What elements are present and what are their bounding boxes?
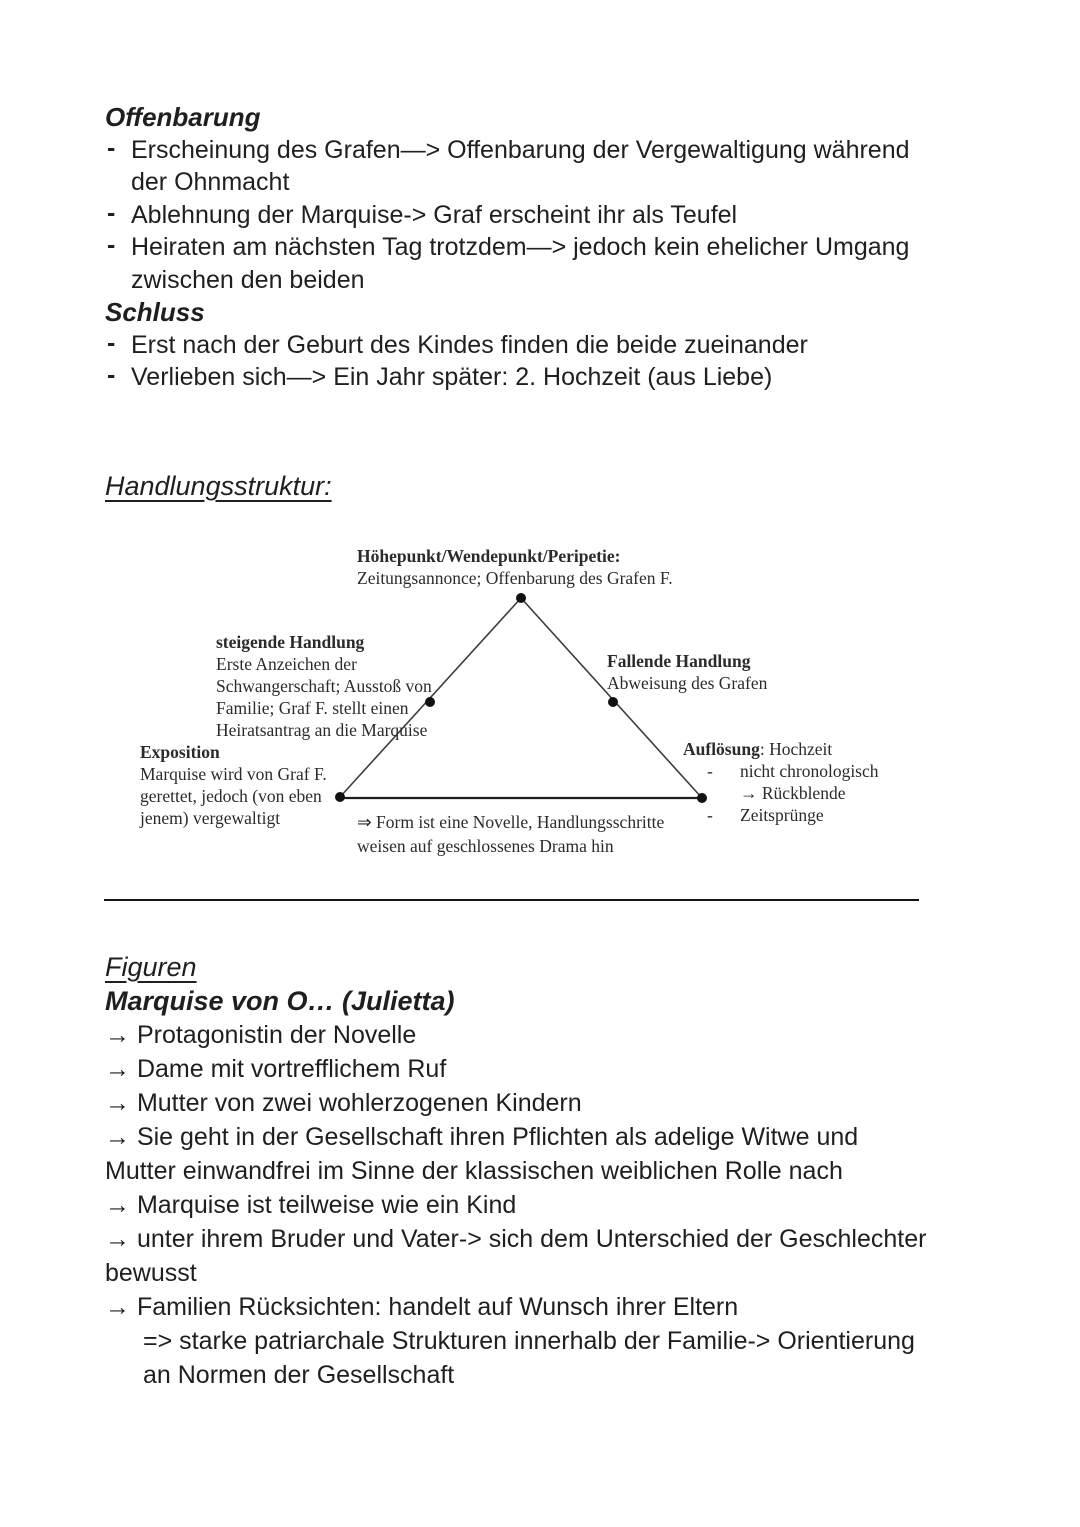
conclusion-line bbox=[357, 834, 664, 858]
text-line: → Familien Rücksichten: handelt auf Wunsch ihrer Eltern bbox=[105, 1293, 739, 1321]
plot-structure-diagram bbox=[0, 540, 1080, 875]
exposition-text-line bbox=[140, 785, 327, 807]
exposition-dot bbox=[335, 792, 345, 802]
text-line: Ablehnung der Marquise-> Graf erscheint ihr als Teufel bbox=[131, 200, 738, 229]
bullet-dash: - bbox=[107, 361, 116, 389]
climax-title: Höhepunkt/Wendepunkt/Peripetie: bbox=[357, 546, 621, 566]
bullet-item bbox=[105, 329, 985, 362]
text-line: Heiratsantrag an die Marquise bbox=[216, 720, 428, 740]
text-line: Marquise wird von Graf F. bbox=[140, 764, 327, 784]
exposition-title: Exposition bbox=[140, 742, 220, 762]
text-line: → Sie geht in der Gesellschaft ihren Pflichten als adelige Witwe und bbox=[105, 1123, 859, 1151]
text-line: nicht chronologisch bbox=[740, 761, 879, 781]
bullet-dash: - bbox=[707, 805, 713, 825]
text-line: → unter ihrem Bruder und Vater-> sich dem Unterschied der Geschlechter bbox=[105, 1225, 927, 1253]
bullet-item bbox=[105, 361, 985, 394]
bullet-dash: - bbox=[107, 133, 116, 162]
character-heading: Marquise von O… (Julietta) bbox=[105, 986, 455, 1016]
figur-point bbox=[105, 1120, 1005, 1188]
figur-point bbox=[105, 1052, 1005, 1086]
schluss-heading: Schluss bbox=[105, 297, 205, 327]
text-line: → Protagonistin der Novelle bbox=[105, 1021, 417, 1049]
resolution-label bbox=[683, 738, 879, 826]
text-line: Zeitsprünge bbox=[740, 805, 824, 825]
text-line: Abweisung des Grafen bbox=[607, 673, 768, 693]
falling-text bbox=[607, 672, 767, 694]
rising-text-line bbox=[216, 675, 432, 697]
climax-text: Zeitungsannonce; Offenbarung des Grafen F. bbox=[357, 568, 673, 588]
exposition-label bbox=[140, 741, 327, 829]
section-figuren bbox=[105, 950, 1005, 1392]
text-line: gerettet, jedoch (von eben bbox=[140, 786, 322, 806]
falling-title: Fallende Handlung bbox=[607, 651, 751, 671]
text-line: jenem) vergewaltigt bbox=[140, 808, 281, 828]
figuren-points bbox=[105, 1018, 1005, 1392]
schluss-list bbox=[105, 329, 985, 394]
resolution-title: Auflösung bbox=[683, 739, 760, 759]
text-line: zwischen den beiden bbox=[131, 265, 365, 294]
climax-dot bbox=[516, 593, 526, 603]
text-line: Schwangerschaft; Ausstoß von bbox=[216, 676, 432, 696]
resolution-bullets bbox=[683, 760, 879, 826]
text-line: Heiraten am nächsten Tag trotzdem—> jedoch kein ehelicher Umgang bbox=[131, 233, 910, 261]
text-line: ⇒ Form ist eine Novelle, Handlungsschritte bbox=[357, 812, 665, 832]
text-line: Mutter einwandfrei im Sinne der klassischen weiblichen Rolle nach bbox=[105, 1157, 843, 1185]
text-line: → Rückblende bbox=[740, 783, 846, 803]
offenbarung-list bbox=[105, 134, 985, 297]
figur-point bbox=[105, 1222, 1005, 1290]
text-line: → Marquise ist teilweise wie ein Kind bbox=[105, 1191, 517, 1219]
exposition-text bbox=[140, 763, 327, 829]
rising-text-line bbox=[216, 697, 432, 719]
resolution-bullet bbox=[683, 760, 879, 804]
text-line: Familie; Graf F. stellt einen bbox=[216, 698, 409, 718]
resolution-title-line bbox=[683, 738, 879, 760]
diagram-conclusion bbox=[357, 810, 664, 858]
text-line: bewusst bbox=[105, 1259, 197, 1287]
text-line: → Mutter von zwei wohlerzogenen Kindern bbox=[105, 1089, 582, 1117]
falling-action-label bbox=[607, 650, 767, 694]
offenbarung-heading: Offenbarung bbox=[105, 102, 261, 132]
resolution-rest: : Hochzeit bbox=[759, 739, 833, 759]
bullet-dash: - bbox=[107, 231, 116, 259]
bullet-item bbox=[105, 134, 985, 199]
resolution-bullet bbox=[683, 804, 879, 826]
section-divider bbox=[104, 899, 919, 901]
text-line: Erste Anzeichen der bbox=[216, 654, 357, 674]
falling-dot bbox=[608, 697, 618, 707]
text-line: Erst nach der Geburt des Kindes finden die beide zueinander bbox=[131, 330, 808, 359]
rising-text-line bbox=[216, 653, 432, 675]
figur-point bbox=[105, 1086, 1005, 1120]
figur-point bbox=[105, 1290, 1005, 1324]
figur-point bbox=[105, 1018, 1005, 1052]
bullet-item bbox=[105, 231, 985, 296]
exposition-text-line bbox=[140, 763, 327, 785]
section-plot-notes bbox=[105, 101, 985, 394]
text-line: weisen auf geschlossenes Drama hin bbox=[357, 836, 614, 856]
bullet-dash: - bbox=[107, 198, 116, 227]
bullet-dash: - bbox=[107, 328, 116, 357]
figuren-heading: Figuren bbox=[105, 952, 197, 982]
figur-point bbox=[105, 1324, 1005, 1392]
exposition-text-line bbox=[140, 807, 327, 829]
handlungsstruktur-heading: Handlungsstruktur: bbox=[105, 471, 332, 501]
text-line: => starke patriarchale Strukturen innerhalb der Familie-> Orientierung bbox=[143, 1327, 915, 1355]
text-line: Erscheinung des Grafen—> Offenbarung der Vergewaltigung während bbox=[131, 135, 910, 164]
climax-label bbox=[357, 545, 673, 589]
figur-point bbox=[105, 1188, 1005, 1222]
rising-text bbox=[216, 653, 432, 741]
bullet-dash: - bbox=[707, 761, 713, 781]
conclusion-line bbox=[357, 810, 664, 834]
text-line: an Normen der Gesellschaft bbox=[143, 1361, 455, 1389]
text-line: der Ohnmacht bbox=[131, 168, 290, 196]
text-line: Verlieben sich—> Ein Jahr später: 2. Hochzeit (aus Liebe) bbox=[131, 363, 773, 391]
text-line: → Dame mit vortrefflichem Ruf bbox=[105, 1055, 447, 1083]
falling-text-line bbox=[607, 672, 767, 694]
rising-action-label bbox=[216, 631, 432, 741]
bullet-item bbox=[105, 199, 985, 232]
rising-text-line bbox=[216, 719, 432, 741]
rising-title: steigende Handlung bbox=[216, 632, 365, 652]
